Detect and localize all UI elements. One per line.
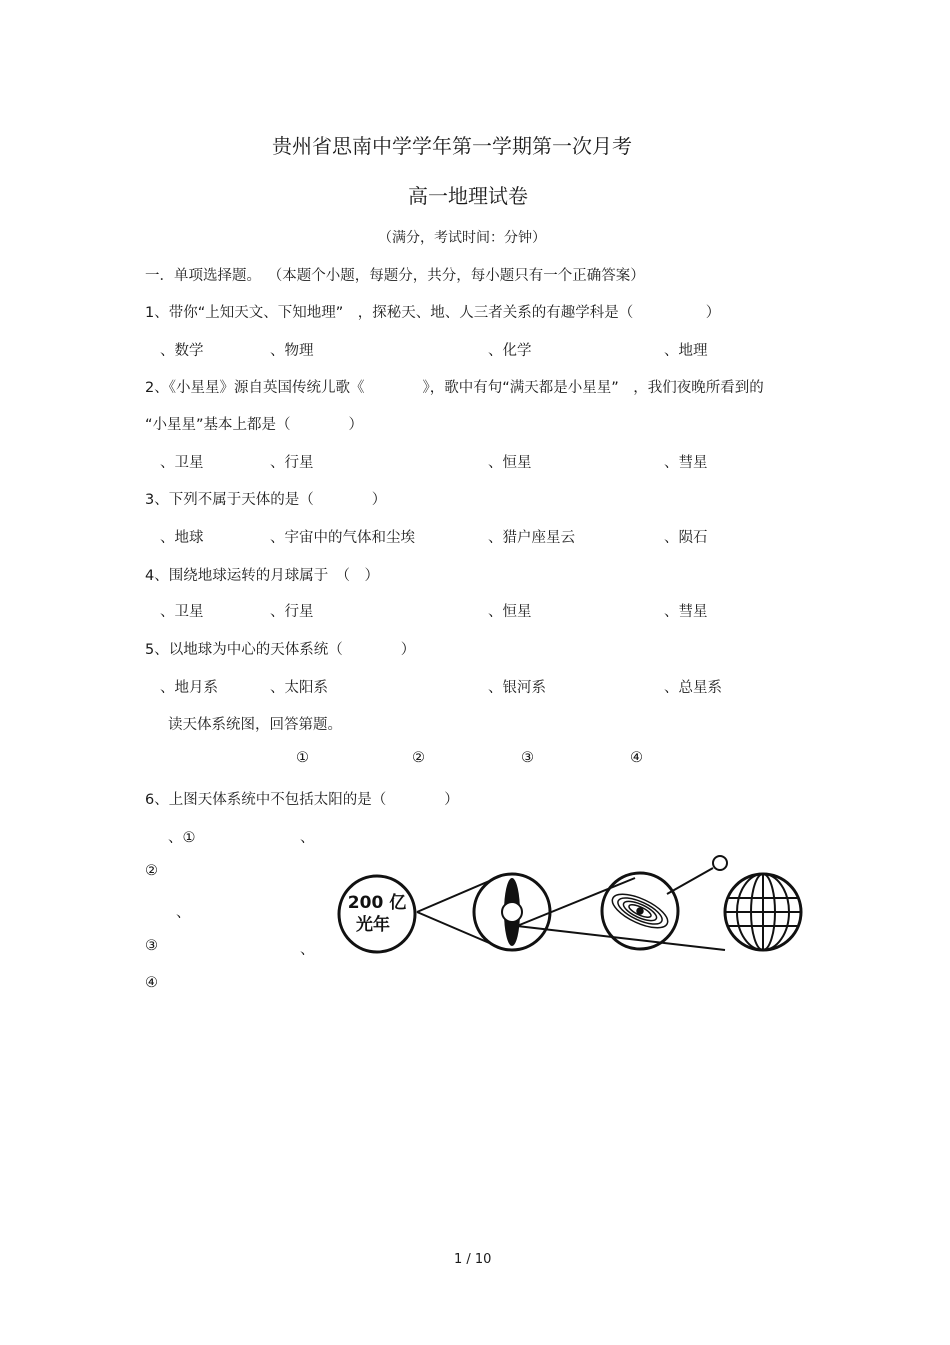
question-3-option-d: 、陨石 — [664, 530, 708, 546]
reading-prompt: 读天体系统图，回答第题。 — [168, 717, 342, 733]
question-5-option-c: 、银河系 — [488, 680, 546, 696]
question-3-option-b: 、宇宙中的气体和尘埃 — [270, 530, 415, 546]
question-1-option-d: 、地理 — [664, 343, 708, 359]
question-2-option-a: 、卫星 — [160, 455, 204, 471]
question-3-option-a: 、地球 — [160, 530, 204, 546]
question-2-option-c: 、恒星 — [488, 455, 532, 471]
question-6-answer-c: ③ — [145, 938, 158, 954]
figure-label-line1: 200 亿 — [347, 893, 407, 913]
question-6-answer-b: ② — [145, 863, 158, 879]
question-6-answer-sep3: 、 — [300, 942, 315, 958]
question-5-option-a: 、地月系 — [160, 680, 218, 696]
question-6-answer-sep2: 、 — [176, 905, 191, 921]
universe-circle — [339, 876, 415, 952]
reading-label-4: ④ — [630, 750, 643, 766]
question-4-option-c: 、恒星 — [488, 604, 532, 620]
section-heading — [145, 264, 645, 285]
section-instructions: （本题个小题，每题分，共分，每小题只有一个正确答案） — [275, 268, 645, 284]
question-4-option-a: 、卫星 — [160, 604, 204, 620]
question-1-option-b: 、物理 — [270, 343, 314, 359]
exam-meta: （满分，考试时间：分钟） — [378, 230, 546, 246]
galaxy-icon — [502, 878, 522, 946]
question-6-answer-sep1: 、 — [300, 830, 315, 846]
question-3-stem: 3、下列不属于天体的是（ ） — [145, 492, 387, 508]
reading-label-1: ① — [296, 750, 309, 766]
question-2-stem-continued: “小星星”基本上都是（ ） — [145, 417, 364, 433]
question-5-stem: 5、以地球为中心的天体系统（ ） — [145, 642, 416, 658]
section-heading-text: 一．单项选择题。 — [145, 268, 261, 284]
question-6-answer-d: ④ — [145, 975, 158, 991]
question-5-option-d: 、总星系 — [664, 680, 722, 696]
reading-label-2: ② — [412, 750, 425, 766]
question-4-option-b: 、行星 — [270, 604, 314, 620]
question-6-stem: 6、上图天体系统中不包括太阳的是（ ） — [145, 792, 459, 808]
question-4-stem: 4、围绕地球运转的月球属于 （ ） — [145, 568, 379, 584]
question-5-option-b: 、太阳系 — [270, 680, 328, 696]
question-1-stem: 1、带你“上知天文、下知地理” ，探秘天、地、人三者关系的有趣学科是（ ） — [145, 305, 721, 321]
question-2-option-d: 、彗星 — [664, 455, 708, 471]
page-number: 1 / 10 — [454, 1252, 492, 1267]
question-2-stem: 2、《小星星》源自英国传统儿歌《 》，歌中有句“满天都是小星星” ，我们夜晚所看到的 — [145, 380, 764, 396]
figure-label-line2: 光年 — [356, 915, 390, 935]
question-1-option-a: 、数学 — [160, 343, 204, 359]
question-4-option-d: 、彗星 — [664, 604, 708, 620]
reading-label-3: ③ — [521, 750, 534, 766]
exam-title: 贵州省思南中学学年第一学期第一次月考 — [272, 134, 632, 158]
question-1-option-c: 、化学 — [488, 343, 532, 359]
solar-system-icon — [608, 887, 673, 934]
question-2-option-b: 、行星 — [270, 455, 314, 471]
question-6-answer-a: 、① — [168, 830, 196, 846]
celestial-system-figure — [335, 848, 810, 966]
exam-subtitle: 高一地理试卷 — [408, 184, 528, 208]
moon-icon — [713, 856, 727, 870]
question-3-option-c: 、猎户座星云 — [488, 530, 575, 546]
